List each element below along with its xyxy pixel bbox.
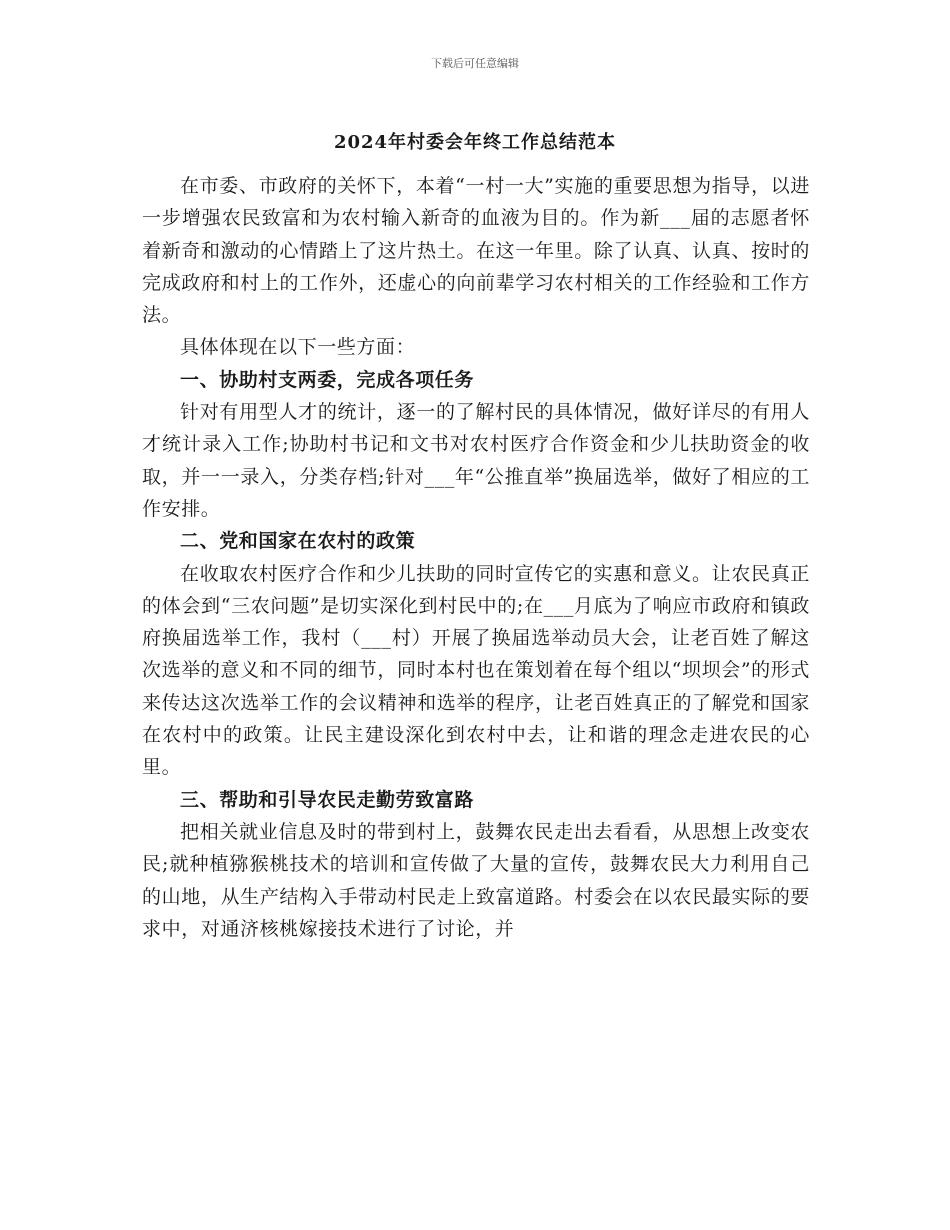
intro-paragraph: 在市委、市政府的关怀下，本着“一村一大”实施的重要思想为指导，以进一步增强农民致富和为农村输入新奇的血液为目的。作为新___届的志愿者怀着新奇和激动的心情踏上了这片热土。在这一年里。除了认真、认真、按时的完成政府和村上的工作外，还虚心的向前辈学习农村相关的工作经验和工作方法。 [142, 175, 810, 327]
section-heading-2: 二、党和国家在农村的政策 [180, 530, 416, 553]
document-body [142, 170, 810, 945]
header-note: 下载后可任意编辑 [431, 57, 519, 70]
section-heading-3: 三、帮助和引导农民走勤劳致富路 [180, 788, 475, 811]
lead-paragraph: 具体体现在以下一些方面： [180, 336, 416, 359]
section-body-3: 把相关就业信息及时的带到村上，鼓舞农民走出去看看，从思想上改变农民;就种植猕猴桃技术的培训和宣传做了大量的宣传，鼓舞农民大力利用自己的山地，从生产结构入手带动村民走上致富道路。村委会在以农民最实际的要求中，对通济核桃嫁接技术进行了讨论，并 [142, 820, 810, 940]
document-title: 2024年村委会年终工作总结范本 [333, 132, 617, 153]
section-body-2: 在收取农村医疗合作和少儿扶助的同时宣传它的实惠和意义。让农民真正的体会到“三农问题”是切实深化到村民中的;在___月底为了响应市政府和镇政府换届选举工作，我村（___村）开展了换届选举动员大会，让老百姓了解这次选举的意义和不同的细节，同时本村也在策划着在每个组以“坝坝会”的形式来传达这次选举工作的会议精神和选举的程序，让老百姓真正的了解党和国家在农村中的政策。让民主建设深化到农村中去，让和谐的理念走进农民的心里。 [142, 562, 810, 779]
section-heading-1: 一、协助村支两委，完成各项任务 [180, 368, 475, 391]
section-body-1: 针对有用型人才的统计，逐一的了解村民的具体情况，做好详尽的有用人才统计录入工作;协助村书记和文书对农村医疗合作资金和少儿扶助资金的收取，并一一录入，分类存档;针对___年“公推直举”换届选举，做好了相应的工作安排。 [142, 401, 810, 520]
